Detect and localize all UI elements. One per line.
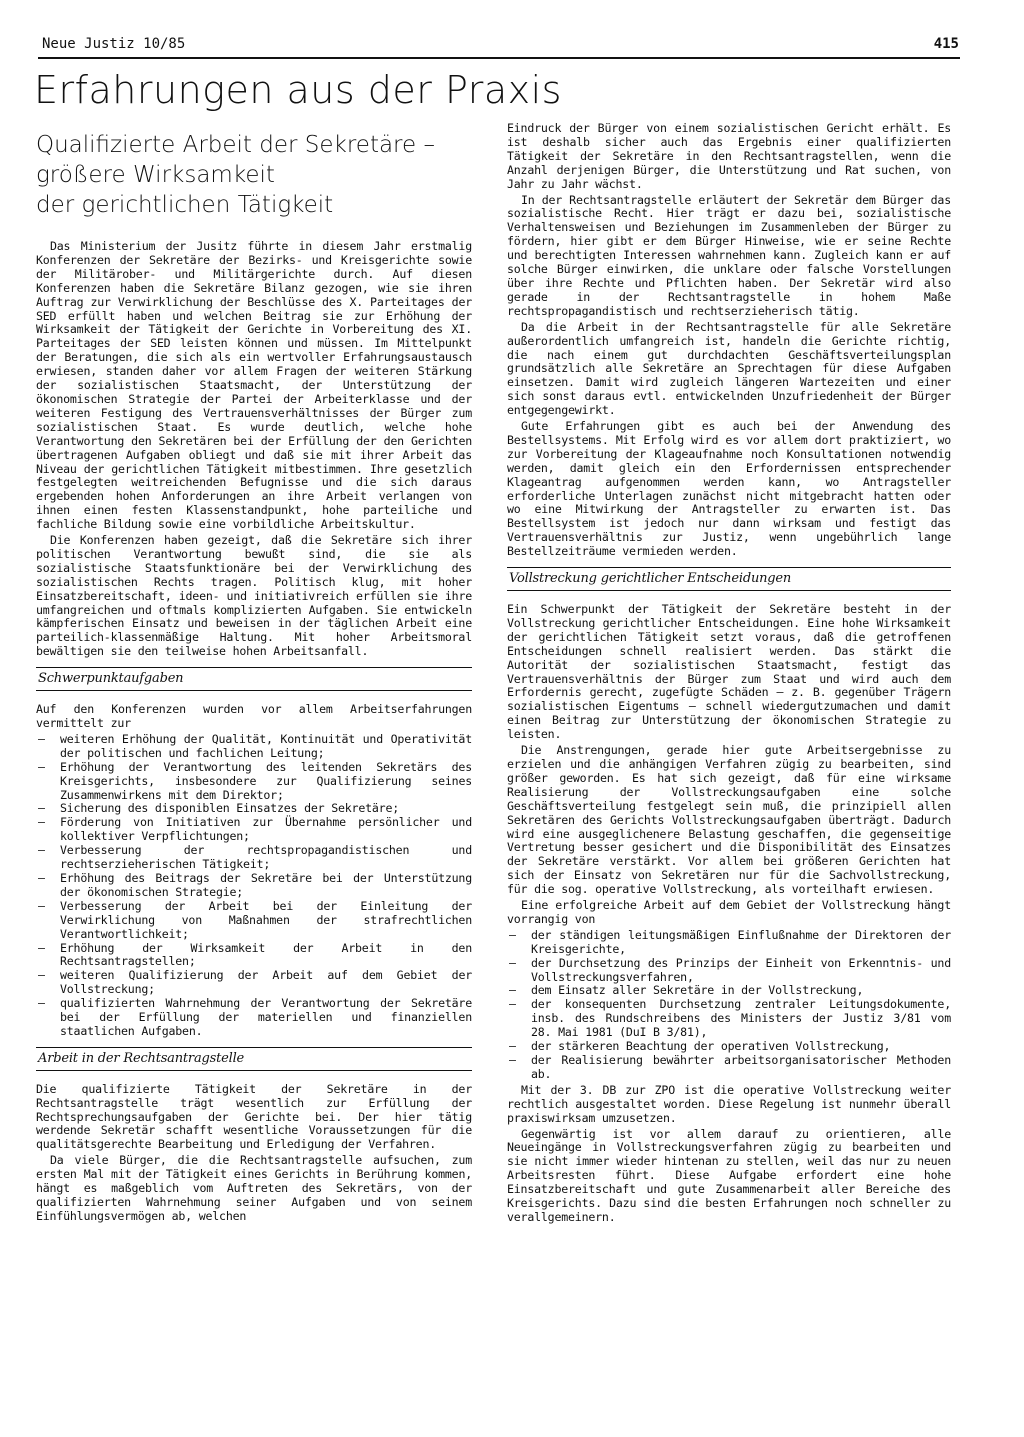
paragraph: In der Rechtsantragstelle erläutert der Sekretär dem Bürger das sozialistische Recht. Hier trägt er dazu bei, sozialistische Verhaltensweisen und Beziehungen im Zusammenleben der Bürger zu fördern, hier gibt er dem Bürger Hinweise, wie er seine Rechte und berechtigten Interessen wahrnehmen kann. Zugleich kann er auf solche Bürger einwirken, die unklare oder falsche Vorstellungen über ihre Rechte und Pflichten haben. Der Sekretär wird also gerade in der Rechtsantragstelle in hohem Maße rechtspropagandistisch und rechtserzieherisch tätig. (507, 192, 951, 318)
headline-line: größere Wirksamkeit (36, 162, 275, 188)
paragraph: Ein Schwerpunkt der Tätigkeit der Sekretäre besteht in der Vollstreckung gerichtlicher Entscheidungen. Eine hohe Wirksamkeit der gerichtlichen Tätigkeit setzt voraus, daß die getroffenen Entscheidungen schnell realisiert werden. Das stärkt die Autorität der sozialistischen Staatsmacht, festigt das Vertrauensverhältnis der Bürger zum Staat und wird auch dem Erfordernis gerecht, zugefügte Schäden – z. B. gegenüber Trägern sozialistischen Eigentums – schnell wiedergutzumachen und damit einen Beitrag zur Unterstützung der ökonomischen Strategie zu leisten. (507, 602, 951, 742)
paragraph: Das Ministerium der Jusitz führte in diesem Jahr erstmalig Konferenzen der Sekretäre der Bezirks- und Kreisgerichte sowie der Militärober- und Militärgerichte durch. Auf diesen Konferenzen haben die Sekretäre Bilanz gezogen, wie sie ihren Auftrag zur Verwirklichung der Beschlüsse des X. Parteitages der SED erfüllt haben und welchen Beitrag sie zur Erhöhung der Wirksamkeit der Tätigkeit der Gerichte in Vorbereitung des XI. Parteitages der SED leisten können und müssen. Im Mittelpunkt der Beratungen, die sich als ein wertvoller Erfahrungsaustausch erwiesen, standen daher vor allem Fragen der weiteren Stärkung der sozialistischen Staatsmacht, der Unterstützung der ökonomischen Strategie der Partei der Arbeiterklasse und der weiteren Festigung des Vertrauensverhältnisses der Bürger zum sozialistischen Staat. Es wurde deutlich, welche hohe Verantwortung den Sekretären bei der Erfüllung der den Gerichten übertragenen Aufgaben obliegt und daß sie mit ihrer Arbeit das Niveau der gerichtlichen Tätigkeit mitbestimmen. Ihre gesetzlich festgelegten weitreichenden Befugnisse und die sich daraus ergebenden hohen Anforderungen an ihre Arbeit verlangen von ihnen einen festen Klassenstandpunkt, hohe parteiliche und fachliche Bildung sowie eine vorbildliche Arbeitskultur. (36, 239, 472, 532)
paragraph: Eine erfolgreiche Arbeit auf dem Gebiet der Vollstreckung hängt vorrangig von (507, 898, 951, 926)
section-banner: Erfahrungen aus der Praxis (34, 68, 562, 112)
paragraph: Da viele Bürger, die die Rechtsantragstelle aufsuchen, zum ersten Mal mit der Tätigkeit eines Gerichts in Berührung kommen, hängt es maßgeblich vom Auftreten des Sekretärs, von der qualifizierten Wahrnehmung seiner Aufgaben und von seinem Einfühlungsvermögen ab, welchen (36, 1153, 472, 1223)
paragraph: Da die Arbeit in der Rechtsantragstelle für alle Sekretäre außerordentlich umfangreich ist, handeln die Gerichte richtig, die nach einem gut durchdachten Geschäftsverteilungsplan grundsätzlich alle Sekretäre an Sprechtagen für diese Aufgaben einsetzen. Damit wird zugleich längeren Wartezeiten und einer sich sonst daraus evtl. entwickelnden Unzufriedenheit der Bürger entgegengewirkt. (507, 319, 951, 418)
paragraph: Die qualifizierte Tätigkeit der Sekretäre in der Rechtsantragstelle trägt wesentlich zur Erfüllung der Rechtsprechungsaufgaben der Gerichte bei. Der hier tätig werdende Sekretär schafft wesentliche Voraussetzungen für die qualitätsgerechte Bearbeitung und Erledigung der Verfahren. (36, 1081, 472, 1152)
header-rule (38, 57, 960, 59)
running-header (42, 36, 959, 56)
list-item: – Verbesserung der rechtspropagandistischen und rechtserzieherischen Tätigkeit; (36, 844, 472, 872)
journal-issue: Neue Justiz 10/85 (42, 36, 186, 52)
condition-list (507, 929, 951, 1082)
paragraph: Die Anstrengungen, gerade hier gute Arbeitsergebnisse zu erzielen und die anhängigen Verfahren zügig zu bearbeiten, sind größer geworden. Es hat sich gezeigt, daß für eine wirksame Realisierung der Vollstreckungsaufgaben eine solche Geschäftsverteilung festgelegt sein muß, die prinzipiell allen Sekretären des Gerichts Vollstreckungsaufgaben überträgt. Dadurch wird eine ausgeglichenere Belastung geschaffen, die gegenseitige Vertretung besser gesichert und die Disponibilität des Einsatzes der Sekretäre verstärkt. Vor allem bei größeren Gerichten hat sich der Einsatz von Sekretären nur für die Sachvollstreckung, für die sog. operative Vollstreckung, als vorteilhaft erwiesen. (507, 743, 951, 897)
list-item: – Sicherung des disponiblen Einsatzes der Sekretäre; (36, 802, 472, 816)
list-item: – Erhöhung der Wirksamkeit der Arbeit in den Rechtsantragstellen; (36, 942, 472, 970)
paragraph: Gegenwärtig ist vor allem darauf zu orientieren, alle Neueingänge in Vollstreckungsverfahren zügig zu bearbeiten und sie nicht immer wieder hintenan zu stellen, weil das nur zu neuen Arbeitsresten führt. Diese Aufgabe erfordert eine hohe Einsatzbereitschaft und gute Zusammenarbeit aller Bereiche des Kreisgerichts. Dazu sind die besten Erfahrungen noch schneller zu verallgemeinern. (507, 1126, 951, 1224)
list-item: – der stärkeren Beachtung der operativen Vollstreckung, (507, 1040, 951, 1054)
list-item: – der konsequenten Durchsetzung zentraler Leitungsdokumente, insb. des Rundschreibens des Ministers der Justiz 3/81 vom 28. Mai 1981 (DuI B 3/81), (507, 998, 951, 1040)
paragraph: Auf den Konferenzen wurden vor allem Arbeitserfahrungen vermittelt zur (36, 702, 472, 730)
headline-line: Qualifizierte Arbeit der Sekretäre – (36, 132, 435, 158)
paragraph: Die Konferenzen haben gezeigt, daß die Sekretäre sich ihrer politischen Verantwortung bewußt sind, die sie als sozialistische Staatsfunktionäre bei der Verwirklichung des sozialistischen Rechts tragen. Politisch klug, mit hoher Einsatzbereitschaft, ideen- und initiativreich erfüllen sie ihre umfangreichen und oftmals komplizierten Aufgaben. Sie entwickeln kämpferischen Einsatz und beweisen in der täglichen Arbeit eine parteilich-klassenmäßige Haltung. Mit hoher Arbeitsmoral bewältigen sie den teilweise hohen Arbeitsanfall. (36, 533, 472, 659)
article-headline (36, 130, 486, 220)
subsection-heading: Schwerpunktaufgaben (36, 667, 472, 691)
paragraph: Eindruck der Bürger von einem sozialistischen Gericht erhält. Es ist deshalb sicher auch das Ergebnis einer qualifizierten Tätigkeit der Sekretäre in den Rechtsantragstellen, wenn die Anzahl derjenigen Bürger, die Unterstützung und Rat suchen, von Jahr zu Jahr wächst. (507, 121, 951, 191)
list-item: – der ständigen leitungsmäßigen Einflußnahme der Direktoren der Kreisgerichte, (507, 929, 951, 957)
list-item: – der Durchsetzung des Prinzips der Einheit von Erkenntnis- und Vollstreckungsverfahren, (507, 957, 951, 985)
list-item: – der Realisierung bewährter arbeitsorganisatorischer Methoden ab. (507, 1054, 951, 1082)
list-item: – Verbesserung der Arbeit bei der Einleitung der Verwirklichung von Maßnahmen der strafrechtlichen Verantwortlichkeit; (36, 900, 472, 942)
list-item: – qualifizierten Wahrnehmung der Verantwortung der Sekretäre bei der Erfüllung der materiellen und finanziellen staatlichen Aufgaben. (36, 997, 472, 1039)
headline-line: der gerichtlichen Tätigkeit (36, 192, 334, 218)
list-item: – Erhöhung des Beitrags der Sekretäre bei der Unterstützung der ökonomischen Strategie; (36, 872, 472, 900)
subsection-heading: Vollstreckung gerichtlicher Entscheidungen (507, 567, 951, 591)
list-item: – Erhöhung der Verantwortung des leitenden Sekretärs des Kreisgerichts, insbesondere zur Qualifizierung seines Zusammenwirkens mit dem Direktor; (36, 761, 472, 803)
page-number: 415 (933, 36, 959, 52)
task-list (36, 733, 472, 1039)
list-item: – Förderung von Initiativen zur Übernahme persönlicher und kollektiver Verpflichtungen; (36, 816, 472, 844)
paragraph: Mit der 3. DB zur ZPO ist die operative Vollstreckung weiter rechtlich ausgestaltet worden. Diese Regelung ist nunmehr überall praxiswirksam umzusetzen. (507, 1082, 951, 1125)
list-item: – weiteren Qualifizierung der Arbeit auf dem Gebiet der Vollstreckung; (36, 969, 472, 997)
paragraph: Gute Erfahrungen gibt es auch bei der Anwendung des Bestellsystems. Mit Erfolg wird es vor allem dort praktiziert, wo zur Vorbereitung der Klageaufnahme noch Konsultationen notwendig werden, damit gleich ein den Erfordernissen entsprechender Klageantrag aufgenommen werden kann, wo Antragsteller erforderliche Unterlagen zunächst nicht mitgebracht hatten oder wo eine Mitwirkung der Antragsteller zu erwarten ist. Das Bestellsystem ist jedoch nur dann wirksam und festigt das Vertrauensverhältnis zur Justiz, wenn ungebührlich lange Bestellzeiträume vermieden werden. (507, 419, 951, 559)
subsection-heading: Arbeit in der Rechtsantragstelle (36, 1047, 472, 1071)
list-item: – dem Einsatz aller Sekretäre in der Vollstreckung, (507, 984, 951, 998)
list-item: – weiteren Erhöhung der Qualität, Kontinuität und Operativität der politischen und fachlichen Leitung; (36, 733, 472, 761)
right-column (507, 122, 951, 1227)
left-column (36, 240, 472, 1226)
